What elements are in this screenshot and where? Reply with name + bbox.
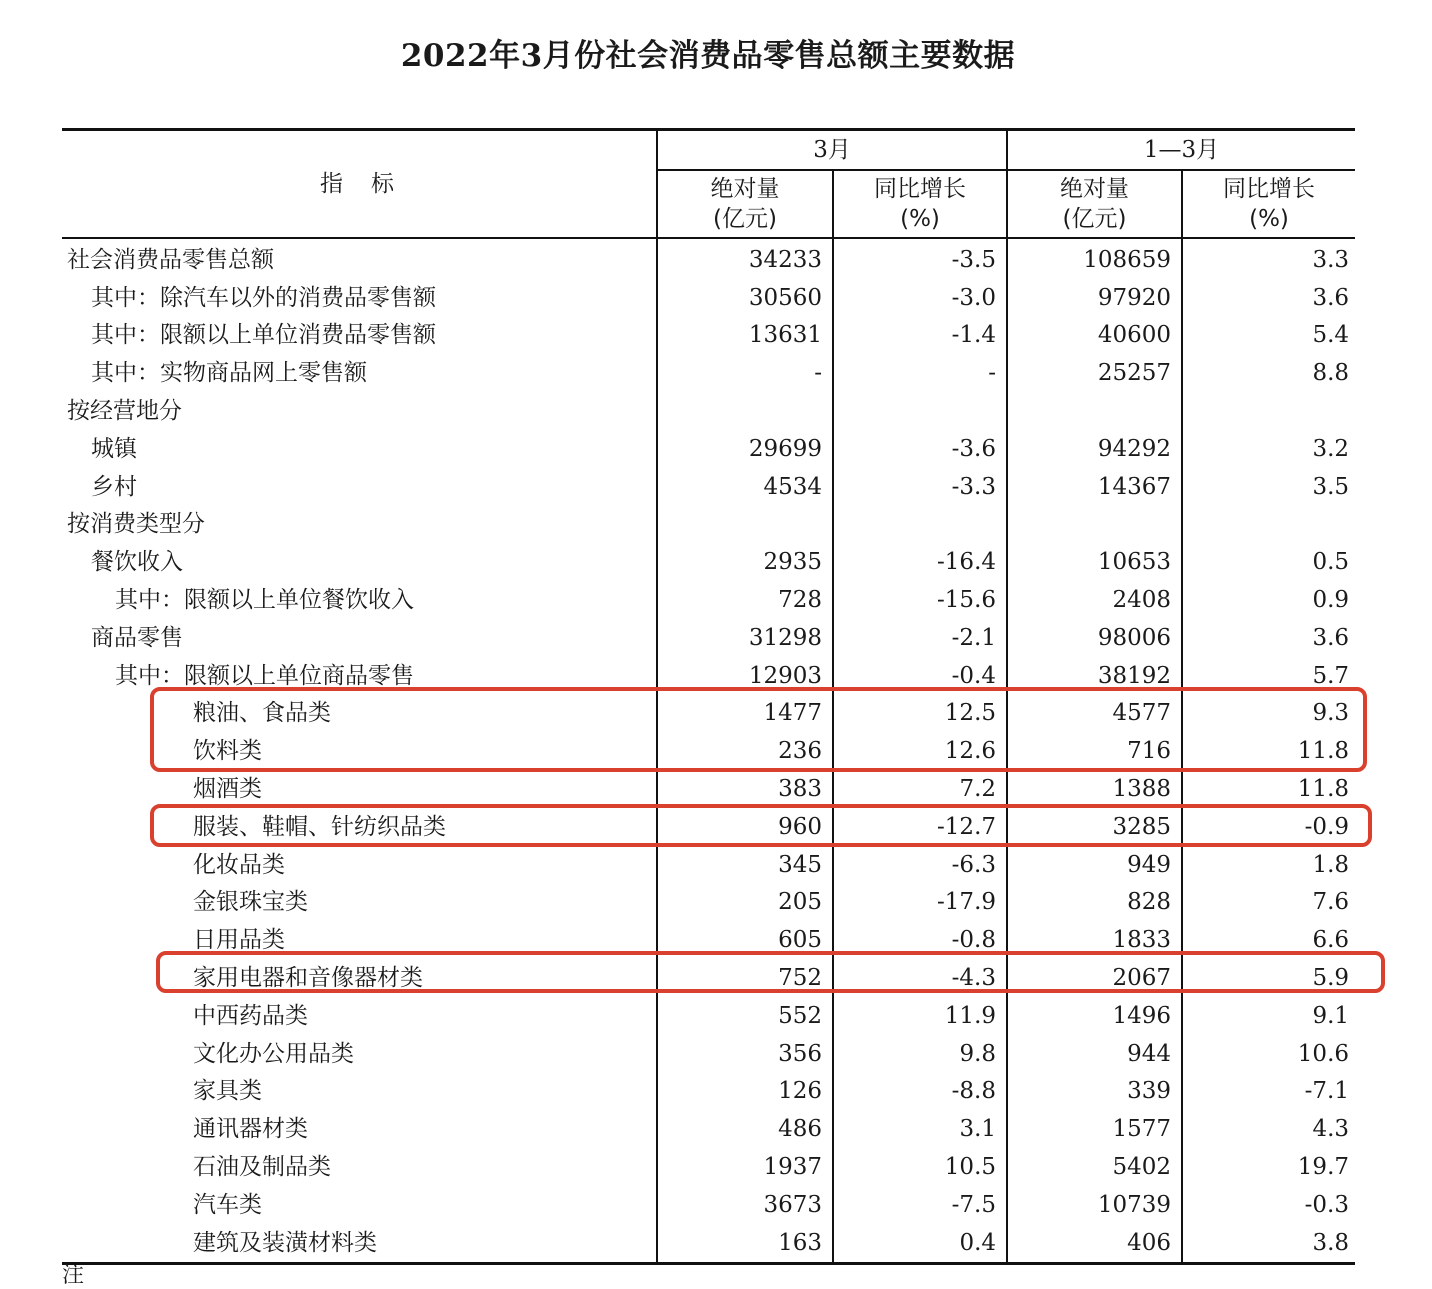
march-abs-value: 552 (657, 997, 833, 1035)
yoy-label: 同比增长 (874, 176, 966, 202)
q1-yoy-value: 3.6 (1312, 624, 1350, 651)
row-label: 其中：实物商品网上零售额 (62, 354, 657, 392)
march-abs-value: 29699 (657, 430, 833, 468)
march-yoy-value: -8.8 (833, 1073, 1007, 1111)
q1-abs-value: 94292 (1007, 430, 1182, 468)
row-label: 文化办公用品类 (62, 1035, 657, 1073)
row-label: 其中：限额以上单位餐饮收入 (62, 581, 657, 619)
march-abs-value: 728 (657, 581, 833, 619)
march-abs-value: 356 (657, 1035, 833, 1073)
march-abs-value: 605 (657, 921, 833, 959)
march-abs-value: 3673 (657, 1186, 833, 1224)
march-yoy-value: -0.8 (833, 921, 1007, 959)
row-label: 中西药品类 (62, 997, 657, 1035)
table-row (62, 1186, 1355, 1224)
yoy-unit: (%) (1249, 206, 1289, 232)
q1-abs-value (1007, 506, 1182, 544)
march-yoy-value: -17.9 (833, 884, 1007, 922)
table-row (62, 657, 1355, 695)
q1-yoy-value: 10.6 (1297, 1040, 1350, 1067)
q1-yoy-value: 3.5 (1312, 473, 1350, 500)
march-abs-value: 1477 (657, 695, 833, 733)
retail-sales-table (62, 128, 1355, 1265)
row-label: 其中：除汽车以外的消费品零售额 (62, 279, 657, 317)
yoy-label: 同比增长 (1223, 176, 1316, 202)
march-abs-value: 4534 (657, 468, 833, 506)
indicator-header: 指标 (62, 130, 657, 239)
q1-abs-value: 40600 (1007, 317, 1182, 355)
q1-yoy-value: 8.8 (1312, 360, 1350, 387)
march-yoy-value: -16.4 (833, 543, 1007, 581)
q1-yoy-value: 11.8 (1297, 738, 1350, 765)
march-abs-value: 2935 (657, 543, 833, 581)
row-label: 家具类 (62, 1073, 657, 1111)
row-label: 其中：限额以上单位商品零售 (62, 657, 657, 695)
march-yoy-value: 0.4 (833, 1224, 1007, 1263)
table-row (62, 238, 1355, 279)
q1-yoy-value (1182, 506, 1355, 544)
q1-yoy-value: 5.4 (1312, 322, 1350, 349)
row-label: 服装、鞋帽、针纺织品类 (62, 808, 657, 846)
row-label: 汽车类 (62, 1186, 657, 1224)
march-abs-value: 1937 (657, 1148, 833, 1186)
table-body (62, 238, 1355, 1263)
q1-yoy-value: 9.3 (1312, 700, 1350, 727)
table-row (62, 1035, 1355, 1073)
row-label: 通讯器材类 (62, 1110, 657, 1148)
q1-abs-value: 716 (1007, 732, 1182, 770)
march-yoy-value: -6.3 (833, 846, 1007, 884)
q1-yoy-value: 3.2 (1312, 435, 1350, 462)
march-yoy-value: -15.6 (833, 581, 1007, 619)
q1-abs-header (1007, 170, 1182, 238)
q1-yoy-value: 11.8 (1297, 776, 1350, 803)
table-row (62, 619, 1355, 657)
table-row (62, 279, 1355, 317)
march-yoy-value: -3.3 (833, 468, 1007, 506)
table-row (62, 695, 1355, 733)
march-yoy-value: 7.2 (833, 770, 1007, 808)
q1-yoy-value: 5.7 (1312, 662, 1350, 689)
march-yoy-value: -2.1 (833, 619, 1007, 657)
q1-yoy-value: 4.3 (1312, 1116, 1350, 1143)
q1-abs-value: 3285 (1007, 808, 1182, 846)
march-abs-value: 13631 (657, 317, 833, 355)
q1-yoy-value: 6.6 (1312, 927, 1350, 954)
march-abs-value: 163 (657, 1224, 833, 1263)
row-label: 其中：限额以上单位消费品零售额 (62, 317, 657, 355)
q1-abs-value: 1496 (1007, 997, 1182, 1035)
q1-abs-value: 5402 (1007, 1148, 1182, 1186)
row-label: 乡村 (62, 468, 657, 506)
march-abs-value: 752 (657, 959, 833, 997)
q1-yoy-value: 3.6 (1312, 284, 1350, 311)
q1-abs-value: 1577 (1007, 1110, 1182, 1148)
period-header-q1: 1—3月 (1007, 130, 1355, 171)
row-label: 粮油、食品类 (62, 695, 657, 733)
march-yoy-value: -3.5 (833, 238, 1007, 279)
march-yoy-value: -12.7 (833, 808, 1007, 846)
q1-abs-value: 108659 (1007, 238, 1182, 279)
q1-yoy-value: 3.3 (1312, 246, 1350, 273)
q1-yoy-value (1182, 392, 1355, 430)
march-abs-value: 236 (657, 732, 833, 770)
march-abs-value: 34233 (657, 238, 833, 279)
q1-abs-value: 38192 (1007, 657, 1182, 695)
footnote: 注 (62, 1263, 85, 1288)
march-abs-value: 486 (657, 1110, 833, 1148)
table-row (62, 997, 1355, 1035)
abs-label: 绝对量 (710, 176, 780, 202)
table-row (62, 884, 1355, 922)
q1-yoy-value: 0.5 (1312, 549, 1350, 576)
q1-abs-value: 1833 (1007, 921, 1182, 959)
row-label: 金银珠宝类 (62, 884, 657, 922)
q1-yoy-header (1182, 170, 1355, 238)
q1-abs-value: 98006 (1007, 619, 1182, 657)
table-row (62, 1224, 1355, 1263)
march-abs-value (657, 392, 833, 430)
row-label: 商品零售 (62, 619, 657, 657)
q1-abs-value: 406 (1007, 1224, 1182, 1263)
q1-abs-value: 2408 (1007, 581, 1182, 619)
q1-yoy-value: 3.8 (1312, 1229, 1350, 1256)
abs-label: 绝对量 (1060, 176, 1130, 202)
march-yoy-value: 12.5 (833, 695, 1007, 733)
table-row (62, 921, 1355, 959)
q1-abs-value: 14367 (1007, 468, 1182, 506)
q1-yoy-value: 19.7 (1297, 1154, 1350, 1181)
march-yoy-value: 12.6 (833, 732, 1007, 770)
table-row (62, 732, 1355, 770)
q1-yoy-value: 0.9 (1312, 587, 1350, 614)
row-label: 烟酒类 (62, 770, 657, 808)
march-yoy-value: 11.9 (833, 997, 1007, 1035)
q1-abs-value: 1388 (1007, 770, 1182, 808)
q1-abs-value: 949 (1007, 846, 1182, 884)
table-row (62, 468, 1355, 506)
q1-abs-value: 4577 (1007, 695, 1182, 733)
row-label: 家用电器和音像器材类 (62, 959, 657, 997)
q1-abs-value: 10739 (1007, 1186, 1182, 1224)
table-header (62, 130, 1355, 239)
march-abs-value: 126 (657, 1073, 833, 1111)
abs-unit: (亿元) (713, 206, 777, 232)
table-row (62, 1148, 1355, 1186)
table-row (62, 959, 1355, 997)
march-yoy-value: -4.3 (833, 959, 1007, 997)
march-yoy-value: -0.4 (833, 657, 1007, 695)
q1-abs-value: 25257 (1007, 354, 1182, 392)
page-title: 2022年3月份社会消费品零售总额主要数据 (400, 38, 1016, 74)
table-row (62, 1110, 1355, 1148)
row-label: 社会消费品零售总额 (62, 238, 657, 279)
march-abs-value: 30560 (657, 279, 833, 317)
q1-yoy-value: 7.6 (1312, 889, 1350, 916)
q1-abs-value: 339 (1007, 1073, 1182, 1111)
table-row (62, 1073, 1355, 1111)
q1-yoy-value: -0.9 (1304, 813, 1350, 840)
march-abs-header (657, 170, 833, 238)
march-yoy-value: -3.0 (833, 279, 1007, 317)
row-label: 石油及制品类 (62, 1148, 657, 1186)
q1-yoy-value: 5.9 (1312, 965, 1350, 992)
q1-abs-value: 828 (1007, 884, 1182, 922)
row-label: 餐饮收入 (62, 543, 657, 581)
table-row (62, 808, 1355, 846)
march-yoy-value: - (833, 354, 1007, 392)
abs-unit: (亿元) (1062, 206, 1127, 232)
table-row (62, 317, 1355, 355)
march-yoy-value (833, 392, 1007, 430)
table-row (62, 846, 1355, 884)
table-row (62, 430, 1355, 468)
march-yoy-header (833, 170, 1007, 238)
q1-abs-value: 10653 (1007, 543, 1182, 581)
table-row (62, 581, 1355, 619)
march-yoy-value: 3.1 (833, 1110, 1007, 1148)
row-label: 按消费类型分 (62, 506, 657, 544)
march-yoy-value: -1.4 (833, 317, 1007, 355)
march-yoy-value (833, 506, 1007, 544)
march-abs-value: 31298 (657, 619, 833, 657)
q1-abs-value: 944 (1007, 1035, 1182, 1073)
march-abs-value: 383 (657, 770, 833, 808)
q1-yoy-value: -0.3 (1304, 1191, 1350, 1218)
row-label: 饮料类 (62, 732, 657, 770)
row-label: 按经营地分 (62, 392, 657, 430)
march-abs-value (657, 506, 833, 544)
q1-yoy-value: 9.1 (1312, 1002, 1350, 1029)
march-yoy-value: 10.5 (833, 1148, 1007, 1186)
table-row (62, 392, 1355, 430)
table-row (62, 543, 1355, 581)
row-label: 建筑及装潢材料类 (62, 1224, 657, 1263)
q1-abs-value: 2067 (1007, 959, 1182, 997)
march-abs-value: 960 (657, 808, 833, 846)
march-yoy-value: 9.8 (833, 1035, 1007, 1073)
q1-abs-value (1007, 392, 1182, 430)
march-abs-value: - (657, 354, 833, 392)
march-abs-value: 12903 (657, 657, 833, 695)
q1-yoy-value: 1.8 (1312, 851, 1350, 878)
yoy-unit: (%) (900, 206, 940, 232)
march-yoy-value: -3.6 (833, 430, 1007, 468)
table-row (62, 770, 1355, 808)
q1-yoy-value: -7.1 (1304, 1078, 1350, 1105)
row-label: 城镇 (62, 430, 657, 468)
march-abs-value: 345 (657, 846, 833, 884)
march-yoy-value: -7.5 (833, 1186, 1007, 1224)
row-label: 日用品类 (62, 921, 657, 959)
march-abs-value: 205 (657, 884, 833, 922)
period-header-march: 3月 (657, 130, 1007, 171)
table-row (62, 506, 1355, 544)
row-label: 化妆品类 (62, 846, 657, 884)
table-row (62, 354, 1355, 392)
q1-abs-value: 97920 (1007, 279, 1182, 317)
